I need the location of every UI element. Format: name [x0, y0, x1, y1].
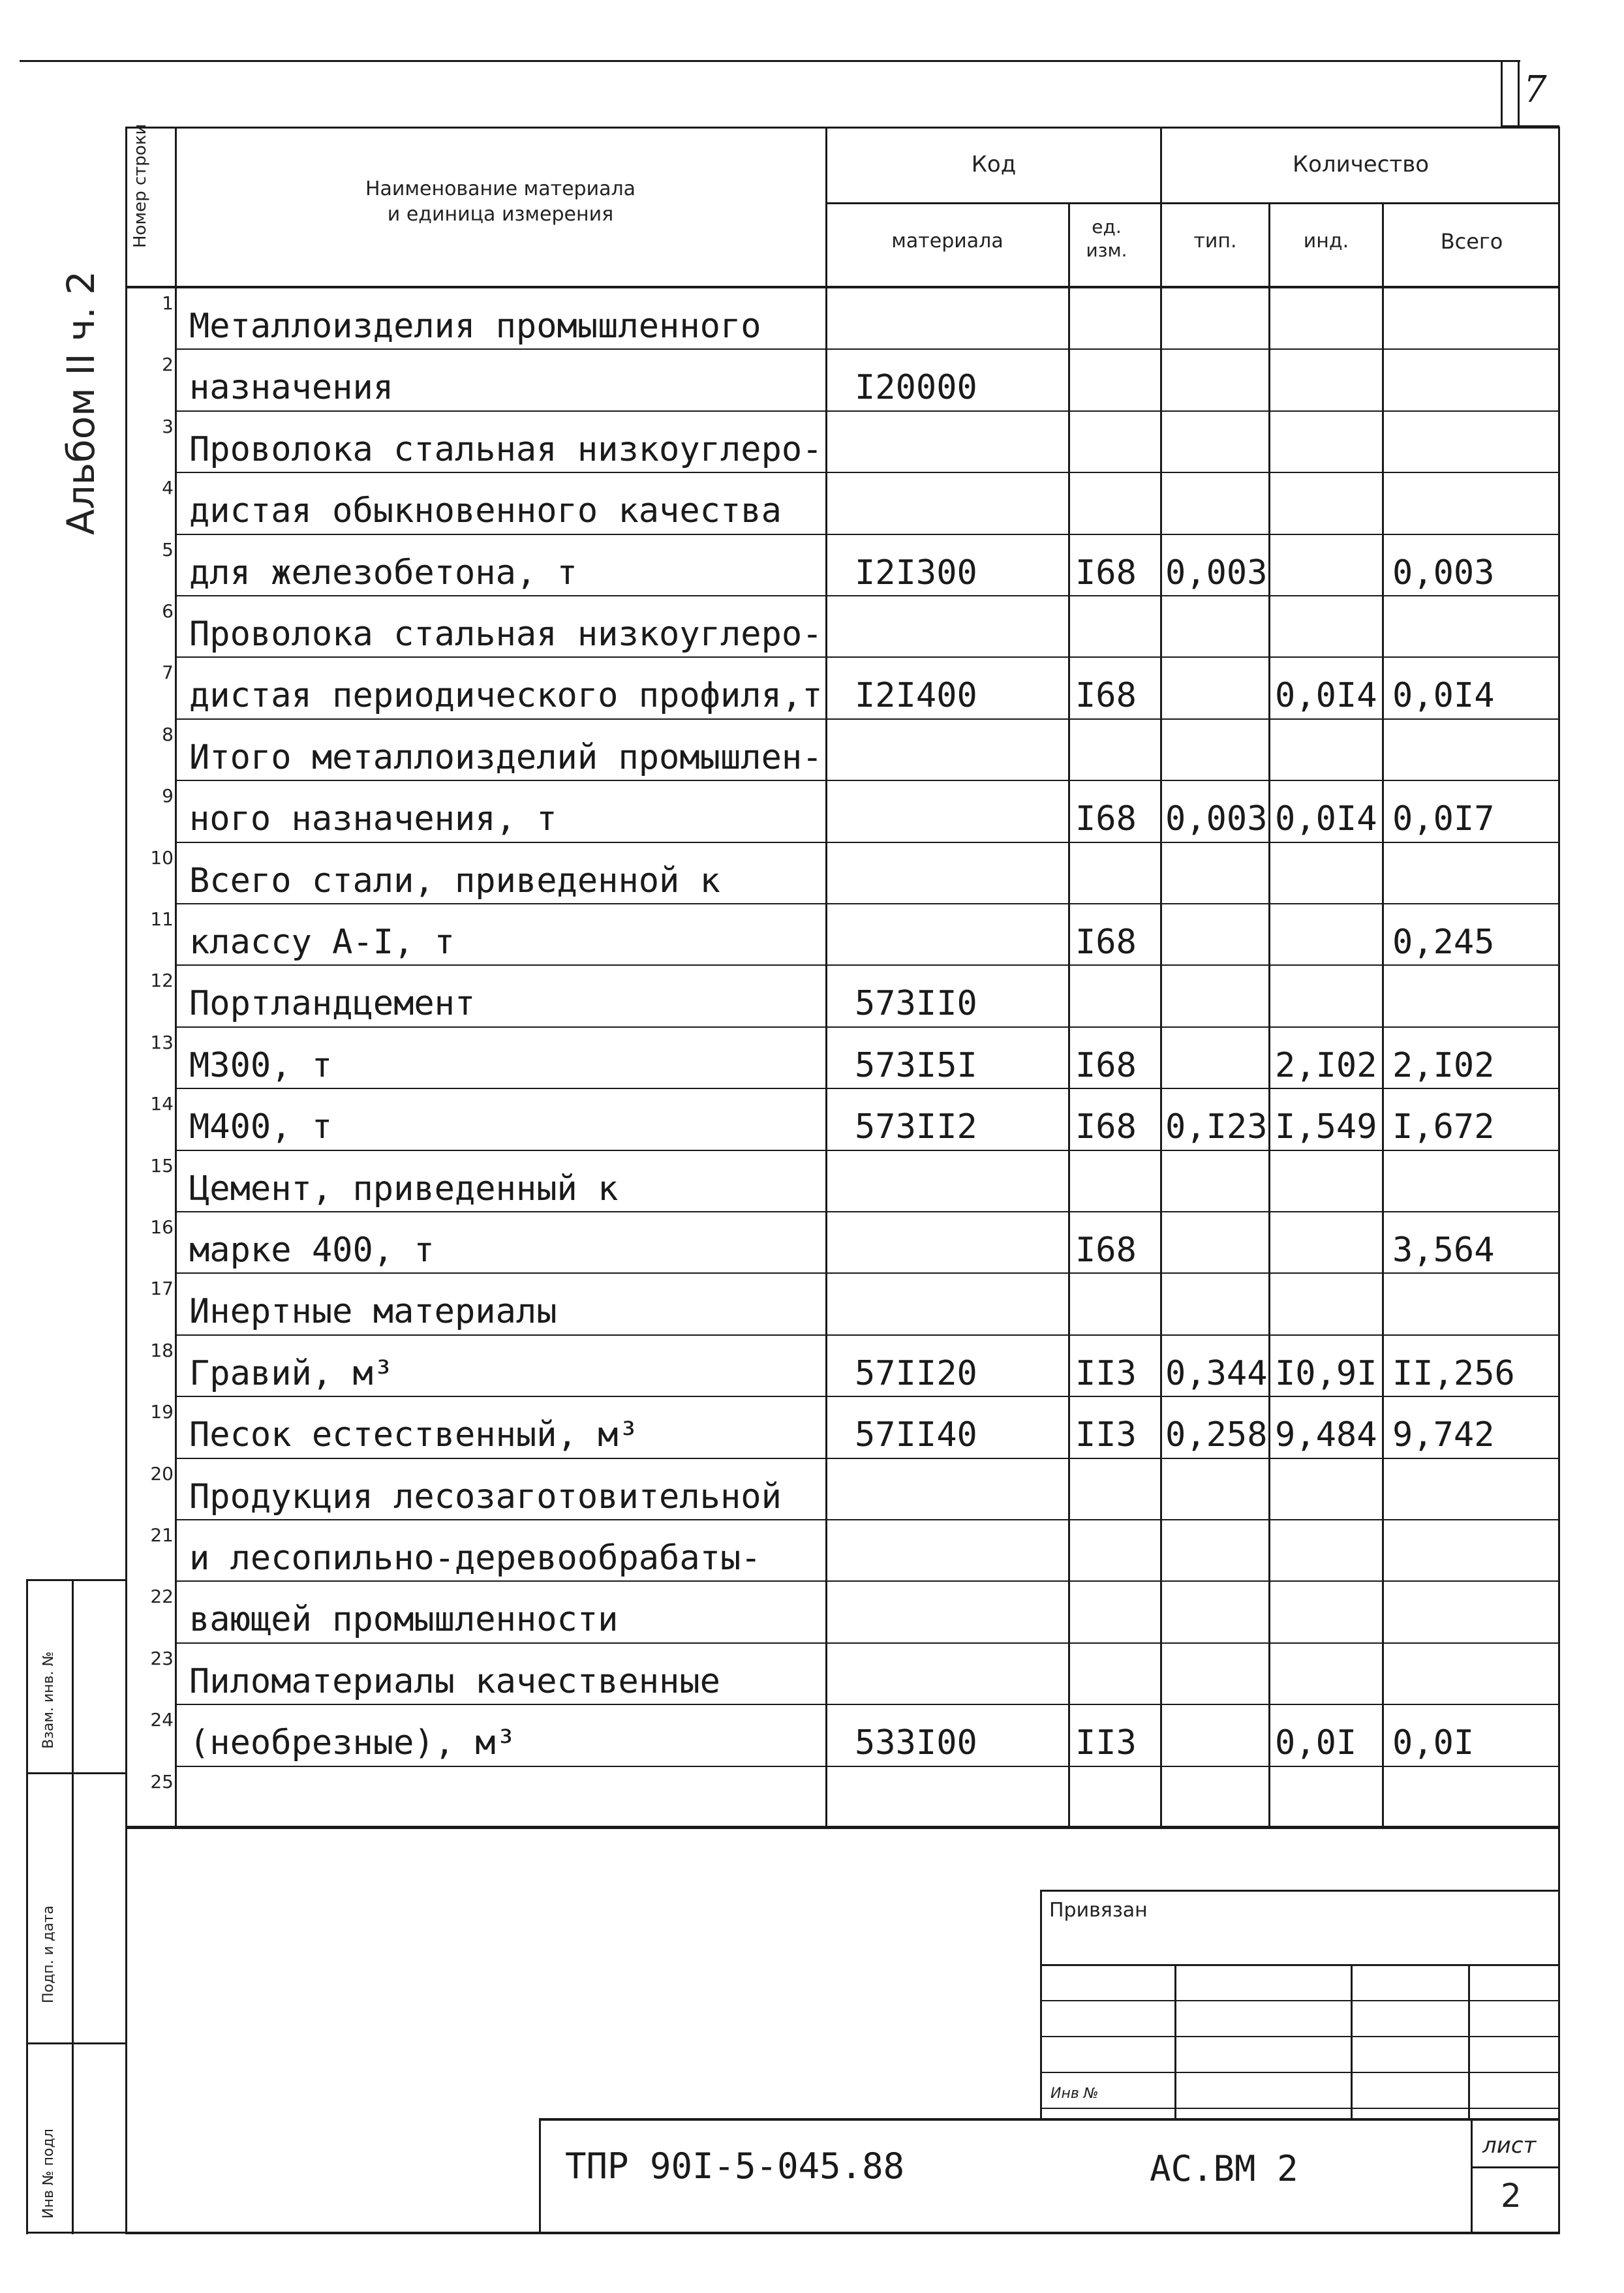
material-name: Металлоизделия промышленного: [189, 307, 761, 346]
row-separator: [176, 1642, 1559, 1644]
side-panel-sep-1: [26, 1772, 127, 1774]
side-panel-top-line: [26, 1579, 127, 1581]
row-separator: [176, 780, 1559, 781]
quantity-total: 0,0I: [1392, 1723, 1475, 1762]
table-left-line: [125, 127, 127, 2234]
unit-code: I68: [1075, 799, 1137, 839]
material-name: Пиломатериалы качественные: [189, 1662, 720, 1701]
row-number: 18: [150, 1340, 174, 1361]
header-quantity: Количество: [1292, 151, 1430, 177]
row-number: 16: [150, 1216, 174, 1238]
side-panel-left-line: [26, 1579, 28, 2234]
header-code-unit: ед. изм.: [1086, 216, 1127, 262]
row-separator: [176, 903, 1559, 904]
material-name: для железобетона, т: [189, 553, 577, 592]
material-name: М400, т: [189, 1107, 333, 1146]
unit-code: II3: [1075, 1723, 1137, 1762]
header-q-typ: тип.: [1193, 230, 1237, 253]
row-separator: [176, 1088, 1559, 1089]
quantity-ind: 0,0I4: [1275, 676, 1377, 715]
quantity-typ: 0,344: [1165, 1354, 1268, 1393]
material-name: и лесопильно-деревообрабаты-: [189, 1539, 761, 1578]
material-name: Проволока стальная низкоуглеро-: [189, 615, 823, 654]
side-panel-sep-2: [26, 2042, 127, 2044]
header-q-ind: инд.: [1303, 230, 1349, 253]
row-separator: [176, 1766, 1559, 1767]
unit-code: I68: [1075, 1046, 1137, 1085]
title-block-top: [539, 2118, 1559, 2121]
row-separator: [176, 534, 1559, 535]
row-number: 5: [162, 539, 174, 561]
row-number: 1: [162, 292, 174, 314]
row-number: 4: [162, 477, 174, 499]
header-bottom-line: [125, 286, 1559, 288]
material-code: I2I300: [855, 553, 977, 592]
tied-grid-h2: [1040, 2000, 1559, 2001]
quantity-total: 0,0I4: [1392, 676, 1495, 715]
row-number: 6: [162, 600, 174, 622]
material-code: 573II0: [855, 984, 977, 1023]
material-name: Портландцемент: [189, 984, 476, 1023]
row-separator: [176, 348, 1559, 350]
stamp-sheet-number: 2: [1501, 2177, 1522, 2215]
row-separator: [176, 842, 1559, 843]
row-number: 2: [162, 354, 174, 375]
page-box-left: [1501, 61, 1503, 127]
col-line-code: [1068, 202, 1070, 1827]
stamp-tied-label: Привязан: [1049, 1899, 1148, 1922]
side-label-podp: Подп. и дата: [40, 1905, 57, 2003]
material-name: дистая обыкновенного качества: [189, 491, 782, 531]
stamp-doc-code: ТПР 90I-5-045.88: [565, 2146, 905, 2187]
stamp-sheet-label: лист: [1482, 2132, 1537, 2159]
material-code: I2I400: [855, 676, 977, 715]
material-name: Продукция лесозаготовительной: [189, 1477, 782, 1516]
unit-code: II3: [1075, 1354, 1137, 1393]
header-sub-line: [825, 202, 1559, 204]
row-number: 11: [150, 908, 174, 930]
quantity-total: 2,I02: [1392, 1046, 1495, 1085]
material-code: 57II40: [855, 1415, 977, 1454]
material-name: классу А-I, т: [189, 923, 455, 962]
material-name: Цемент, приведенный к: [189, 1169, 619, 1208]
row-number: 21: [150, 1524, 174, 1546]
row-separator: [176, 472, 1559, 473]
stamp-sheet-code: АС.ВМ 2: [1150, 2148, 1298, 2189]
material-code: 573II2: [855, 1107, 977, 1146]
row-number: 12: [150, 970, 174, 991]
table-top-line: [125, 127, 1559, 129]
material-name: М300, т: [189, 1046, 333, 1085]
stamp-inv-no-label: Инв №: [1050, 2085, 1099, 2102]
row-number: 19: [150, 1401, 174, 1423]
quantity-typ: 0,003: [1165, 799, 1268, 839]
side-panel-bottom-line: [26, 2232, 127, 2234]
title-block-left: [539, 2118, 541, 2234]
quantity-ind: 9,484: [1275, 1415, 1377, 1454]
row-number: 7: [162, 662, 174, 683]
table-bottom-line: [125, 1826, 1559, 1829]
row-separator: [176, 1519, 1559, 1520]
row-number: 9: [162, 785, 174, 807]
header-row-number: Номер строки: [130, 123, 150, 248]
material-code: 573I5I: [855, 1046, 977, 1085]
row-number: 10: [150, 847, 174, 869]
col-line-ind: [1382, 202, 1384, 1827]
quantity-total: 0,0I7: [1392, 799, 1495, 839]
row-separator: [176, 1272, 1559, 1274]
quantity-total: I,672: [1392, 1107, 1495, 1146]
material-name: марке 400, т: [189, 1231, 435, 1270]
sheet-box-mid: [1471, 2166, 1559, 2168]
tied-grid-h1: [1040, 1964, 1559, 1966]
tied-grid-v3: [1468, 1964, 1470, 2118]
material-name: Всего стали, приведенной к: [189, 861, 720, 900]
material-name: ного назначения, т: [189, 799, 557, 839]
tied-grid-h5: [1040, 2108, 1559, 2109]
row-separator: [176, 1334, 1559, 1336]
side-panel-mid-line: [72, 1579, 74, 2234]
row-separator: [176, 1396, 1559, 1397]
material-name: (необрезные), м³: [189, 1723, 516, 1762]
quantity-ind: 0,0I: [1275, 1723, 1357, 1762]
unit-code: I68: [1075, 1107, 1137, 1146]
sheet-box-left: [1471, 2118, 1473, 2234]
unit-code: I68: [1075, 1231, 1137, 1270]
row-number: 20: [150, 1463, 174, 1485]
material-name: дистая периодического профиля,т: [189, 676, 823, 715]
row-separator: [176, 410, 1559, 412]
top-border-line: [20, 60, 1520, 62]
frame-right-line: [1518, 61, 1520, 127]
tied-grid-h4: [1040, 2072, 1559, 2073]
material-name: Инертные материалы: [189, 1292, 557, 1331]
quantity-ind: 2,I02: [1275, 1046, 1377, 1085]
col-line-unit: [1160, 127, 1162, 1827]
page-bottom-line: [125, 2232, 1559, 2234]
material-name: Проволока стальная низкоуглеро-: [189, 430, 823, 469]
row-number: 13: [150, 1032, 174, 1053]
unit-code: I68: [1075, 676, 1137, 715]
unit-code: I68: [1075, 553, 1137, 592]
row-separator: [176, 1704, 1559, 1705]
row-separator: [176, 1211, 1559, 1212]
tied-grid-v1: [1174, 1964, 1176, 2118]
header-code-material: материала: [891, 230, 1004, 253]
header-name: Наименование материала и единица измерения: [365, 177, 636, 226]
row-number: 22: [150, 1586, 174, 1607]
row-separator: [176, 1580, 1559, 1582]
quantity-ind: I,549: [1275, 1107, 1377, 1146]
unit-code: II3: [1075, 1415, 1137, 1454]
row-number: 17: [150, 1278, 174, 1299]
row-number: 14: [150, 1093, 174, 1115]
row-separator: [176, 718, 1559, 720]
row-separator: [176, 595, 1559, 596]
album-label: Альбом II ч. 2: [59, 270, 103, 535]
material-name: Итого металлоизделий промышлен-: [189, 738, 823, 777]
side-label-vzam: Взам. инв. №: [40, 1651, 57, 1749]
material-name: Гравий, м³: [189, 1354, 394, 1393]
row-number: 25: [150, 1771, 174, 1793]
row-number: 3: [162, 416, 174, 437]
row-separator: [176, 1026, 1559, 1028]
quantity-typ: 0,I23: [1165, 1107, 1268, 1146]
tied-box-left: [1040, 1890, 1042, 2118]
row-separator: [176, 1150, 1559, 1151]
quantity-ind: 0,0I4: [1275, 799, 1377, 839]
quantity-ind: I0,9I: [1275, 1354, 1377, 1393]
row-number: 24: [150, 1709, 174, 1731]
material-code: 57II20: [855, 1354, 977, 1393]
col-line-name: [825, 127, 827, 1827]
side-label-inv-podl: Инв № подл: [40, 2129, 57, 2219]
quantity-typ: 0,258: [1165, 1415, 1268, 1454]
material-name: Песок естественный, м³: [189, 1415, 639, 1454]
row-separator: [176, 1458, 1559, 1459]
quantity-total: II,256: [1392, 1354, 1515, 1393]
col-line-number: [175, 127, 177, 1827]
row-separator: [176, 656, 1559, 658]
material-code: I20000: [855, 368, 977, 407]
row-number: 8: [162, 724, 174, 745]
quantity-total: 0,003: [1392, 553, 1495, 592]
tied-grid-v2: [1351, 1964, 1353, 2118]
quantity-typ: 0,003: [1165, 553, 1268, 592]
row-number: 15: [150, 1155, 174, 1177]
tied-grid-h3: [1040, 2036, 1559, 2037]
header-q-total: Всего: [1440, 229, 1503, 254]
quantity-total: 0,245: [1392, 923, 1495, 962]
tied-box-top: [1040, 1890, 1559, 1892]
row-number: 23: [150, 1648, 174, 1669]
page-number: 7: [1524, 69, 1547, 111]
col-line-typ: [1268, 202, 1270, 1827]
material-name: вающей промышленности: [189, 1600, 619, 1639]
header-code: Код: [971, 151, 1017, 177]
row-separator: [176, 964, 1559, 966]
quantity-total: 3,564: [1392, 1231, 1495, 1270]
unit-code: I68: [1075, 923, 1137, 962]
frame-right-main: [1558, 127, 1560, 2234]
material-code: 533I00: [855, 1723, 977, 1762]
quantity-total: 9,742: [1392, 1415, 1495, 1454]
material-name: назначения: [189, 368, 394, 407]
